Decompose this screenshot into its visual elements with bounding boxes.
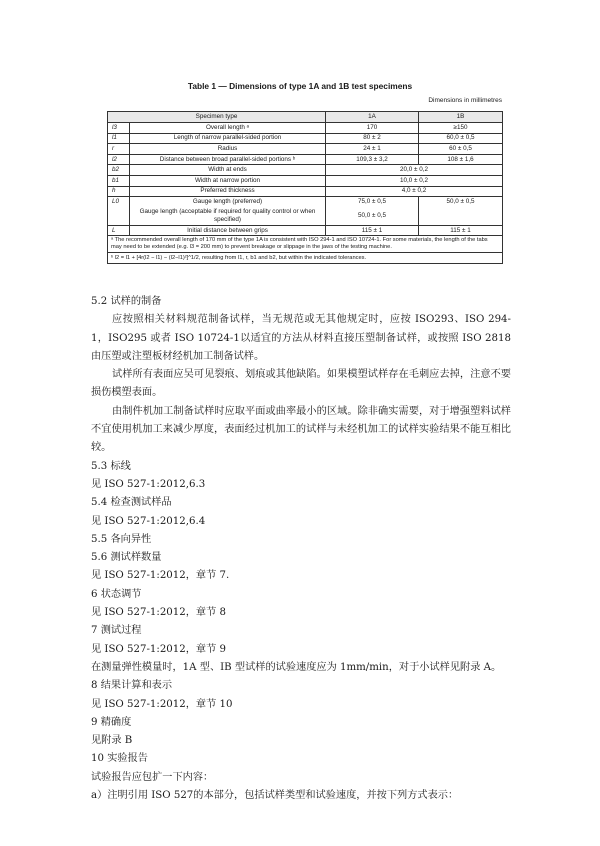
value-shared-cell: 10,0 ± 0,2 (326, 175, 503, 186)
table-row (108, 123, 503, 134)
table-title: Table 1 — Dimensions of type 1A and 1B test specimens (187, 81, 413, 91)
name-cell: Length of narrow parallel-sided portion (130, 133, 326, 144)
table-row (108, 225, 503, 236)
symbol-cell: r (108, 144, 130, 155)
name-cell: Preferred thickness (130, 186, 326, 197)
table-row (108, 133, 503, 144)
table-row (108, 175, 503, 186)
paragraph: 在测量弹性模量时，1A 型、IB 型试样的试验速度应为 1mm/min，对于小试样见附录 A。 (91, 661, 502, 673)
specimen-dimensions-table (107, 111, 503, 264)
reference-line: 见 ISO 527-1:2012，章节 9 (91, 643, 227, 655)
symbol-cell: l1 (108, 133, 130, 144)
value-1b-cell: 115 ± 1 (419, 225, 503, 236)
value-1a-cell: 50,0 ± 0,5 (326, 207, 419, 225)
reference-line: 见 ISO 527-1:2012,6.4 (91, 515, 206, 527)
value-1a-cell: 115 ± 1 (326, 225, 419, 236)
symbol-cell (108, 207, 130, 225)
name-cell: Distance between broad parallel-sided portions ᵇ (130, 154, 326, 165)
name-cell: Gauge length (preferred) (130, 197, 326, 208)
name-cell: Width at narrow portion (130, 175, 326, 186)
header-specimen-type: Specimen type (108, 112, 326, 123)
name-cell: Overall length ᵃ (130, 123, 326, 134)
table-units: Dimensions in millimetres (428, 97, 502, 104)
value-shared-cell: 20,0 ± 0,2 (326, 165, 503, 176)
section-heading: 5.3 标线 (91, 460, 131, 472)
table-row (108, 144, 503, 155)
table-row (108, 186, 503, 197)
value-1b-cell (419, 207, 503, 225)
reference-line: 见附录 B (91, 735, 133, 747)
section-heading: 10 实验报告 (91, 753, 148, 765)
symbol-cell: L (108, 225, 130, 236)
value-1a-cell: 75,0 ± 0,5 (326, 197, 419, 208)
value-1a-cell: 109,3 ± 3,2 (326, 154, 419, 165)
section-heading: 5.5 各向异性 (91, 533, 152, 545)
value-1a-cell: 80 ± 2 (326, 133, 419, 144)
section-heading: 5.6 测试样数量 (91, 552, 162, 564)
section-heading: 7 测试过程 (91, 625, 142, 637)
section-heading: 5.2 试样的制备 (91, 296, 162, 307)
symbol-cell: b1 (108, 175, 130, 186)
table-row (108, 207, 503, 225)
section-heading: 9 精确度 (91, 716, 132, 728)
paragraph: 应按照相关材料规范制备试样，当无规范或无其他规定时，应按 ISO293、ISO 294-1，ISO295 或者 ISO 10724-1以适宜的方法从材料直接压塑制备试样，或按照 ISO 2818由压塑或注塑板材经机加工制备试样。 (91, 314, 511, 362)
reference-line: 见 ISO 527-1:2012，章节 7. (91, 570, 230, 582)
table-row (108, 165, 503, 176)
symbol-cell: h (108, 186, 130, 197)
name-cell: Width at ends (130, 165, 326, 176)
table-footnote-a: ᵃ The recommended overall length of 170 mm of the type 1A is consistent with ISO 294-1 and ISO 10724-1. For some materials, the length of the tabs may need to be extended (e.g. l3 = 200 mm) to prevent breakage or slippage in the jaws of the testing machine. (108, 236, 503, 253)
section-heading: 5.4 检查测试样品 (91, 497, 172, 509)
reference-line: 见 ISO 527-1:2012，章节 10 (91, 698, 233, 710)
paragraph: 试样所有表面应吴可见裂痕、划痕或其他缺陷。如果模塑试样存在毛刺应去掉，注意不要损伤模塑表面。 (91, 369, 511, 399)
value-shared-cell: 4,0 ± 0,2 (326, 186, 503, 197)
paragraph: 试验报告应包扩一下内容： (91, 771, 214, 783)
table-footnote-b: ᵇ l2 = l1 + [4r(l2 − l1) − (l2−l1)²]^1/2, resulting from l1, r, b1 and b2, but within the indicated tolerances. (108, 253, 503, 264)
symbol-cell: b2 (108, 165, 130, 176)
paragraph: 由制件机加工制备试样时应取平面或曲率最小的区域。除非确实需要，对于增强塑料试样不宜使用机加工来减少厚度，表面经过机加工的试样与未经机加工的试样实验结果不能互相比较。 (91, 405, 511, 454)
value-1a-cell: 170 (326, 123, 419, 134)
value-1b-cell: 60,0 ± 0,5 (419, 133, 503, 144)
reference-line: 见 ISO 527-1:2012,6.3 (91, 478, 206, 490)
list-item: a）注明引用 ISO 527的本部分，包括试样类型和试验速度，并按下列方式表示： (91, 790, 459, 802)
value-1b-cell: ≥150 (419, 123, 503, 134)
section-heading: 6 状态调节 (91, 588, 142, 600)
name-cell: Radius (130, 144, 326, 155)
section-heading: 8 结果计算和表示 (91, 680, 173, 692)
symbol-cell: L0 (108, 197, 130, 208)
symbol-cell: l3 (108, 123, 130, 134)
header-1b: 1B (419, 112, 503, 123)
name-cell: Gauge length (acceptable if required for quality control or when specified) (130, 207, 326, 225)
table-footnote-row (108, 253, 503, 264)
table-footnote-row (108, 236, 503, 253)
value-1a-cell: 24 ± 1 (326, 144, 419, 155)
reference-line: 见 ISO 527-1:2012，章节 8 (91, 607, 227, 619)
table-header-row (108, 112, 503, 123)
header-1a: 1A (326, 112, 419, 123)
body-text (91, 293, 511, 805)
value-1b-cell: 108 ± 1,6 (419, 154, 503, 165)
value-1b-cell: 50,0 ± 0,5 (419, 197, 503, 208)
symbol-cell: l2 (108, 154, 130, 165)
name-cell: Initial distance between grips (130, 225, 326, 236)
table-row (108, 154, 503, 165)
value-1b-cell: 60 ± 0,5 (419, 144, 503, 155)
table-row (108, 197, 503, 208)
